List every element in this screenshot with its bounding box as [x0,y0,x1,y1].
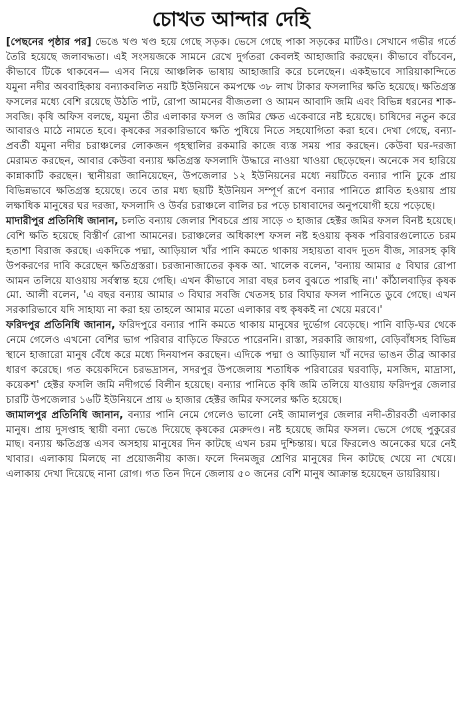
article-body [6,36,456,483]
paragraph-text: বন্যার পানি নেমে গেলেও ভালো নেই জামালপুর জেলার নদী-তীরবর্তী এলাকার মানুষ। প্রায় দুসপ্তাহ স্থায়ী বন্যা ভেঙে দিয়েছে কৃষকের মেরুদণ্ড। নষ্ট হয়েছে জমির ফসল। ভেসে গেছে পুকুরের মাছ। বন্যায় ক্ষতিগ্রস্ত এসব অসহায় মানুষের দিন কাটছে এখন চরম দুশ্চিন্তায়। ঘরে ফিরলেও অনেকের ঘরে নেই খাবার। এলাকায় মিলছে না প্রয়োজনীয় কাজ। ফলে দিনমজুর শ্রেণির মানুষের দিন কাটছে খেয়ে না খেয়ে। এলাকায় দেখা দিয়েছে নানা রোগ। গত তিন দিনে জেলায় ৫০ জনের বেশি মানুষ আক্রান্ত হয়েছেন ডায়রিয়ায়। [6,409,456,481]
correspondent-lead: জামালপুর প্রতিনিধি জানান, [6,409,124,421]
article-paragraph-jamalpur [6,409,456,484]
paragraph-text: ভেঙে খণ্ড খণ্ড হয়ে গেছে সড়ক। ভেসে গেছে পাকা সড়কের মাটিও। সেখানে গভীর গর্তে তৈরি হয়েছে জলাবদ্ধতা। এই সংসয়জকে সামনে রেখে দুর্গতরা কেবলই আহাজারি করছেন। কীভাবে বাঁচবেন, কীভাবে টিকে থাকবেন— এসব নিয়ে আঞ্চলিক ভাষায় আহাজারি করে চলেছেন। একইভাবে সারিয়াকান্দিতে যমুনা নদীর অববাহিকায় বন্যাকবলিত নয়টি ইউনিয়নে কমপক্ষে ৩৮ লাখ টাকার ফসলাদির ক্ষতি হয়েছে। ক্ষতিগ্রস্ত ফসলের মধ্যে বেশি রয়েছে উঠতি পাট, রোপা আমনের বীজতলা ও আমন আবাদি জমি এবং বিভিন্ন ধরনের শাক-সবজি। কৃষি অফিস বলছে, যমুনা তীর এলাকার ফসল ও জমির ক্ষেত একেবারে নষ্ট হয়েছে। চাষিদের নতুন করে আবারও মাঠে নামতে হবে। কৃষকের সরকারিভাবে ক্ষতি পুষিয়ে নিতে সহযোগিতা করা হবে। দেখা গেছে, বন্যা-প্রবর্তী যমুনা নদীর চরাঞ্চলের লোকজন গৃহস্থালির রকমারি কাজে ব্যস্ত সময় পার করছেন। কেউবা ঘর-দরজা মেরামত করছেন, আবার কেউবা বন্যায় ক্ষতিগ্রস্ত ফসলাদি উদ্ধারে নাওয়া খাওয়া ছেড়েছেন। অনেকে সব হারিয়ে কান্নাকাটি করছেন। স্থানীয়রা জানিয়েছেন, উপজেলার ১২ ইউনিয়নের মধ্যে নয়টিতে বন্যার পানি ঢুকে প্রায় বিভিন্নভাবে ক্ষতিগ্রস্ত হয়েছে। তবে তার মধ্য ছয়টি ইউনিয়ন সম্পূর্ণ রূপে বন্যার পানিতে প্লাবিত হওয়ায় প্রায় লক্ষাধিক মানুষের ঘর দরজা, ফসলাদি ও উর্বর চরাঞ্চলে বালির চর পড়ে চাষাবাদের অনুপযোগী হয়ে পড়েছে। [6,37,456,212]
continued-from-marker: [পেছনের পৃষ্ঠার পর] [6,37,92,48]
correspondent-lead: মাদারীপুর প্রতিনিধি জানান, [6,215,119,227]
paragraph-text: চলতি বন্যায় জেলার শিবচরে প্রায় সাড়ে ৩ হাজার হেক্টর জমির ফসল বিনষ্ট হয়েছে। বেশি ক্ষতি হয়েছে বিস্তীর্ণ রোপা আমনের। চরাঞ্চলের অধিকাংশ ফসল নষ্ট হওয়ায় কৃষক পরিবারগুলোতে চরম হতাশা বিরাজ করছে। একদিকে পদ্মা, আড়িয়াল খাঁর পানি কমতে থাকায় সহায়তা বাবদ দুতদ বীজ, সারসহ কৃষি উপকরণের দাবি করেছেন ক্ষতিগ্রস্তরা। চরজানাজাতের কৃষক আ. খালেক বলেন, 'বন্যায় আমার ৫ বিঘার রোপা আমন তলিয়ে যাওয়ায় সর্বস্বান্ত হয়ে গেছি। এখন কীভাবে সারা বছর চলব বুঝতে পারছি না।' কাঁঠালবাড়ির কৃষক মো. আলী বলেন, 'এ বছর বন্যায় আমার ৩ বিঘার সবজি খেতসহ চার বিঘার ফসল পানিতে ডুবে গেছে। এখন সরকারিভাবে যদি সাহায্য না করা হয় তাহলে আমার মতো এলাকার বহু কৃষকই না খেয়ে মরবে।' [6,215,457,317]
headline: চোখত আন্দার দেহি [152,7,310,31]
article-paragraph-faridpur [6,319,456,408]
correspondent-lead: ফরিদপুর প্রতিনিধি জানান, [6,320,116,332]
article-paragraph-bogura [6,36,456,215]
paragraph-text: ফরিদপুরে বন্যার পানি কমতে থাকায় মানুষের দুর্ভোগ বেড়েছে। পানি বাড়ি-ঘর থেকে নেমে গেলেও এখনো বেশির ভাগ পরিবার বাড়িতে ফিরতে পারেননি। রাস্তা, সরকারি জায়গা, বেড়িবাঁধসহ বিভিন্ন স্থানে হাজারো মানুষ বেঁধে করে মধ্যে দিনযাপন করছেন। এদিকে পদ্মা ও আড়িয়াল খাঁ নদের ভাঙন তীব্র আকার ধারণ করেছে। গত কয়েকদিনে চরভদ্রাসন, সদরপুর উপজেলায় শতাধিক পরিবারের ঘরবাড়ি, মসজিদ, মাদ্রাসা, কয়েকশ' হেক্টর ফসলি জমি নদীগর্ভে বিলীন হয়েছে। বন্যার পানিতে কৃষি জমি তলিয়ে যাওয়ায় ফরিদপুর জেলার চারটি উপজেলার ১৬টি ইউনিয়নে প্রায় ৬ হাজার হেক্টর জমির ফসলের ক্ষতি হয়েছে। [6,320,456,406]
article-paragraph-madaripur [6,215,456,319]
